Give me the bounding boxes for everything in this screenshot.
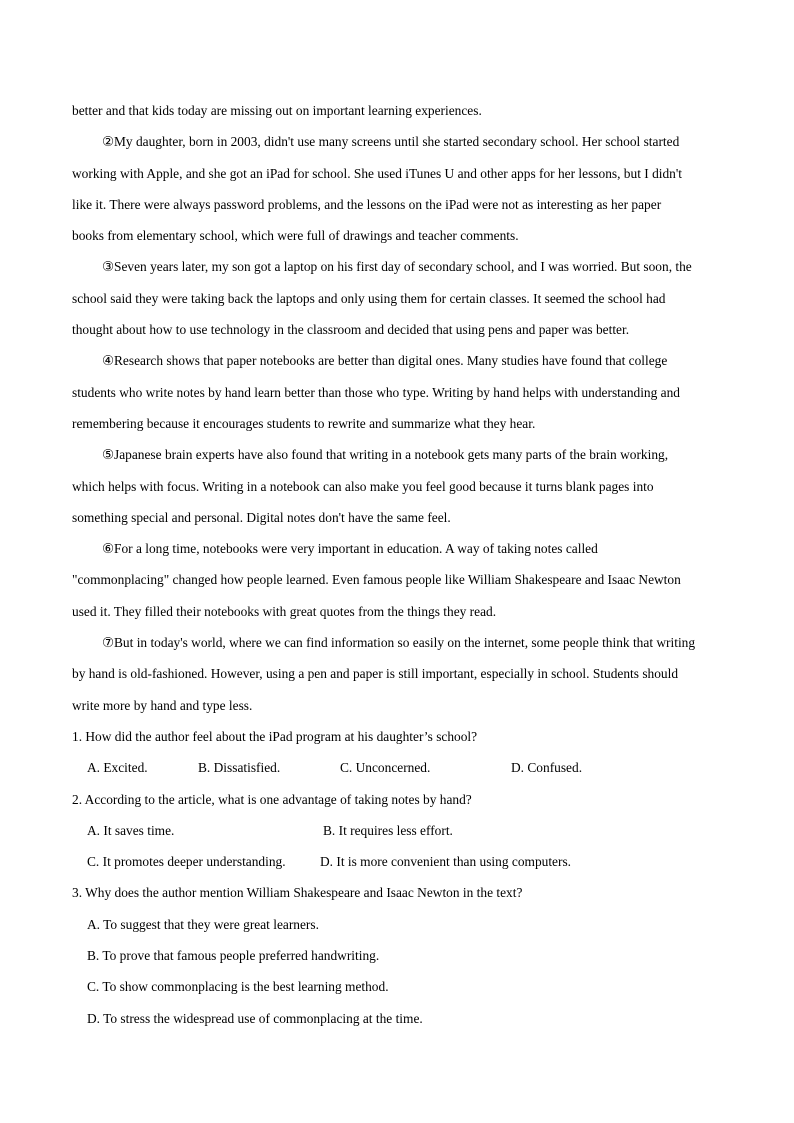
question-2 — [72, 784, 722, 878]
question-stem: 3. Why does the author mention William Shakespeare and Isaac Newton in the text? — [72, 885, 523, 901]
option-d[interactable]: D. It is more convenient than using computers. — [320, 854, 572, 870]
question-1 — [72, 721, 722, 784]
option-c[interactable]: C. To show commonplacing is the best learning method. — [87, 979, 389, 995]
paragraph-line: ④Research shows that paper notebooks are better than digital ones. Many studies have found that college — [102, 353, 668, 369]
paragraph-line: ⑥For a long time, notebooks were very important in education. A way of taking notes called — [102, 541, 598, 557]
paragraph-line: ③Seven years later, my son got a laptop on his first day of secondary school, and I was worried. But soon, the — [102, 259, 692, 275]
paragraph-line: books from elementary school, which were full of drawings and teacher comments. — [72, 228, 519, 244]
paragraph-5 — [72, 439, 722, 533]
paragraph-line: remembering because it encourages students to rewrite and summarize what they hear. — [72, 415, 536, 431]
question-stem: 1. How did the author feel about the iPad program at his daughter’s school? — [72, 728, 478, 744]
paragraph-line: write more by hand and type less. — [72, 697, 253, 713]
option-d[interactable]: D. To stress the widespread use of commonplacing at the time. — [87, 1010, 423, 1026]
option-c[interactable]: C. It promotes deeper understanding. — [87, 854, 286, 870]
paragraph-7 — [72, 627, 722, 721]
option-a[interactable]: A. It saves time. — [87, 822, 175, 838]
paragraph-line: thought about how to use technology in the classroom and decided that using pens and paper was better. — [72, 322, 630, 338]
option-b[interactable]: B. It requires less effort. — [323, 822, 453, 838]
question-stem: 2. According to the article, what is one advantage of taking notes by hand? — [72, 791, 472, 807]
paragraph-3 — [72, 251, 722, 345]
paragraph-2 — [72, 126, 722, 251]
paragraph-line: by hand is old-fashioned. However, using a pen and paper is still important, especially in school. Students should — [72, 666, 679, 682]
paragraph-line: school said they were taking back the laptops and only using them for certain classes. It seemed the school had — [72, 290, 666, 306]
options-row — [72, 846, 722, 877]
paragraph-line: ⑤Japanese brain experts have also found that writing in a notebook gets many parts of the brain working, — [102, 447, 669, 463]
options-row — [72, 752, 722, 783]
document-page — [72, 95, 722, 1034]
paragraph-line: working with Apple, and she got an iPad for school. She used iTunes U and other apps for her lessons, but I didn't — [72, 165, 683, 181]
paragraph-line: students who write notes by hand learn better than those who type. Writing by hand helps with understanding and — [72, 384, 680, 400]
question-3 — [72, 877, 722, 1033]
paragraph-line: used it. They filled their notebooks with great quotes from the things they read. — [72, 603, 497, 619]
paragraph-1-continuation: better and that kids today are missing out on important learning experiences. — [72, 103, 482, 118]
option-b[interactable]: B. Dissatisfied. — [198, 760, 281, 776]
paragraph-line: "commonplacing" changed how people learned. Even famous people like William Shakespeare and Isaac Newton — [72, 572, 681, 588]
paragraph-line: something special and personal. Digital notes don't have the same feel. — [72, 509, 451, 525]
paragraph-4 — [72, 345, 722, 439]
option-d[interactable]: D. Confused. — [511, 760, 583, 776]
option-a[interactable]: A. Excited. — [87, 760, 148, 776]
paragraph-line: which helps with focus. Writing in a notebook can also make you feel good because it turns blank pages into — [72, 478, 654, 494]
option-b[interactable]: B. To prove that famous people preferred handwriting. — [87, 948, 380, 964]
paragraph-line: ②My daughter, born in 2003, didn't use many screens until she started secondary school. Her school started — [102, 134, 680, 150]
option-a[interactable]: A. To suggest that they were great learners. — [87, 916, 319, 932]
option-c[interactable]: C. Unconcerned. — [340, 760, 431, 776]
paragraph-line: like it. There were always password problems, and the lessons on the iPad were not as interesting as her paper — [72, 196, 662, 212]
options-row — [72, 815, 722, 846]
paragraph-line: ⑦But in today's world, where we can find information so easily on the internet, some people think that writing — [102, 635, 696, 651]
paragraph-6 — [72, 533, 722, 627]
